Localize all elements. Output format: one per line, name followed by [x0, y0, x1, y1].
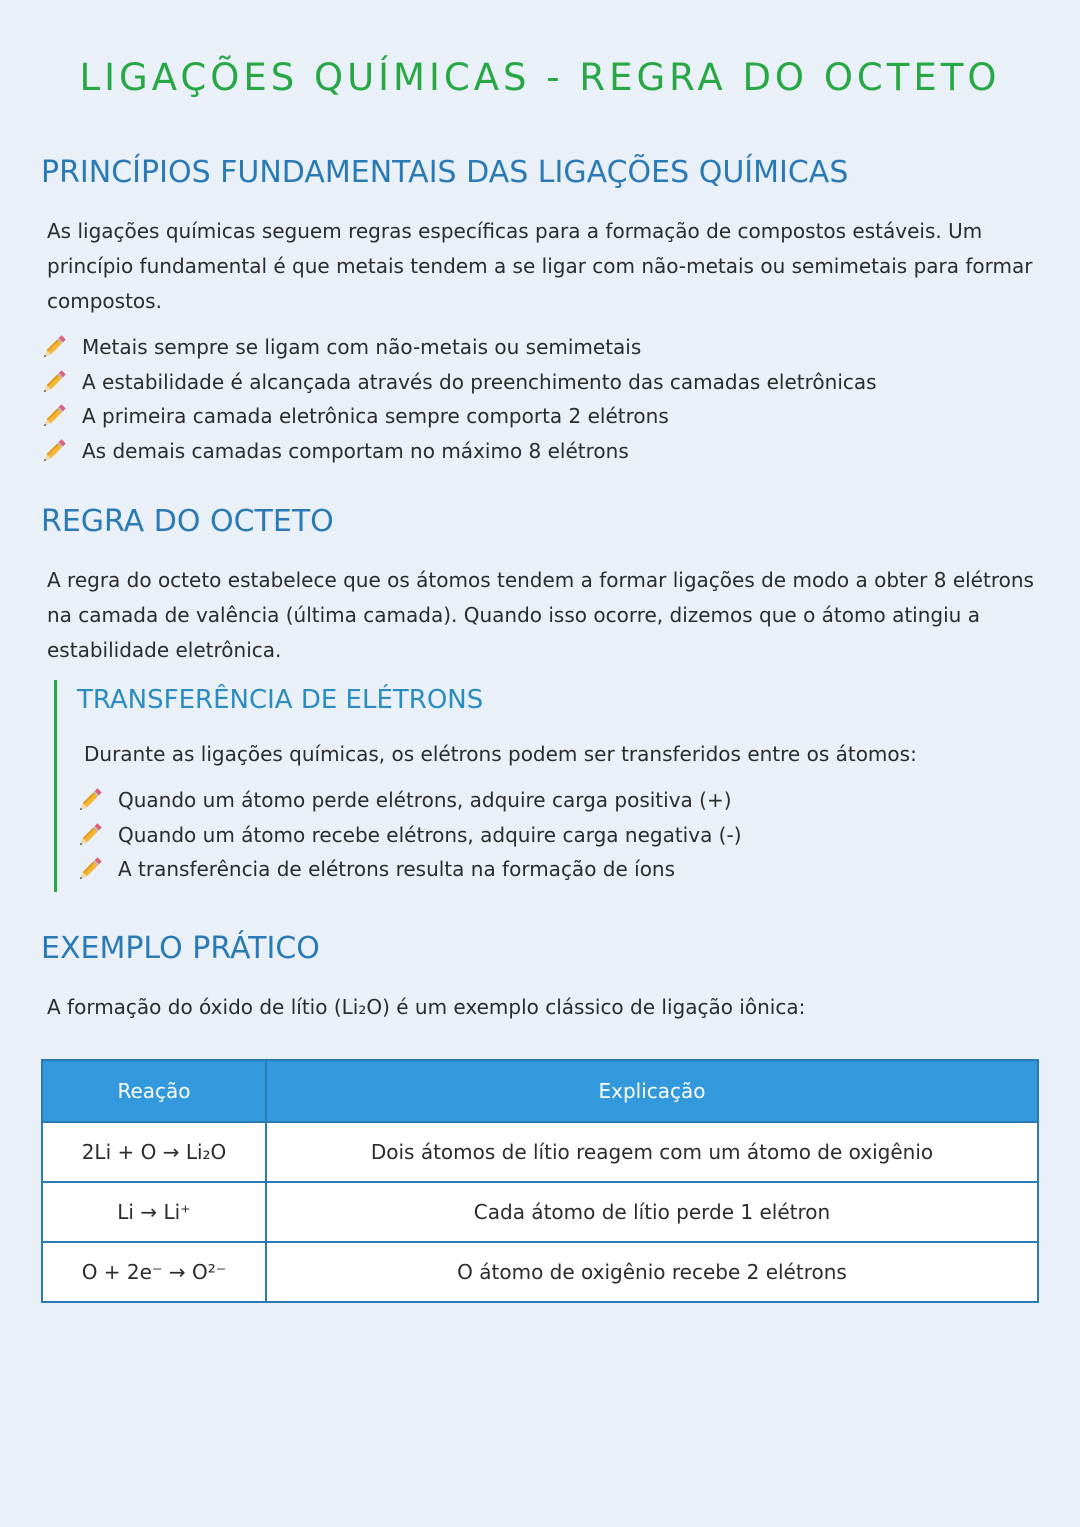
subsection-accent-bar: [54, 680, 57, 892]
list-item: Quando um átomo perde elétrons, adquire carga positiva (+): [76, 783, 742, 818]
pencil-icon: [40, 439, 66, 465]
table-header-row: [42, 1060, 1038, 1122]
table-cell-reaction: 2Li + O → Li₂O: [42, 1122, 266, 1182]
table-header-reacao: Reação: [42, 1060, 266, 1122]
section-heading-regra: REGRA DO OCTETO: [41, 504, 334, 539]
table-row: [42, 1242, 1038, 1302]
table-cell-explanation: Cada átomo de lítio perde 1 elétron: [266, 1182, 1038, 1242]
pencil-icon: [40, 404, 66, 430]
pencil-icon: [76, 788, 102, 814]
list-item: A estabilidade é alcançada através do preenchimento das camadas eletrônicas: [40, 365, 877, 400]
table-cell-explanation: Dois átomos de lítio reagem com um átomo de oxigênio: [266, 1122, 1038, 1182]
list-item: A primeira camada eletrônica sempre comporta 2 elétrons: [40, 399, 877, 434]
section-heading-principios: PRINCÍPIOS FUNDAMENTAIS DAS LIGAÇÕES QUÍMICAS: [41, 155, 849, 190]
pencil-icon: [76, 857, 102, 883]
list-item: As demais camadas comportam no máximo 8 elétrons: [40, 434, 877, 469]
table-cell-reaction: O + 2e⁻ → O²⁻: [42, 1242, 266, 1302]
page-title: LIGAÇÕES QUÍMICAS - REGRA DO OCTETO: [79, 56, 1001, 99]
table-cell-reaction: Li → Li⁺: [42, 1182, 266, 1242]
subsection-heading-transferencia: TRANSFERÊNCIA DE ELÉTRONS: [77, 685, 484, 715]
pencil-icon: [76, 823, 102, 849]
pencil-icon: [40, 335, 66, 361]
pencil-icon: [40, 370, 66, 396]
table-row: [42, 1182, 1038, 1242]
reaction-table: [41, 1059, 1039, 1303]
list-item: Quando um átomo recebe elétrons, adquire carga negativa (-): [76, 818, 742, 853]
section-paragraph-exemplo: A formação do óxido de lítio (Li₂O) é um exemplo clássico de ligação iônica:: [47, 995, 806, 1019]
subsection-paragraph-transferencia: Durante as ligações químicas, os elétrons podem ser transferidos entre os átomos:: [84, 742, 917, 766]
section-paragraph-regra: A regra do octeto estabelece que os átomos tendem a formar ligações de modo a obter 8 elétrons na camada de valência (última camada). Quando isso ocorre, dizemos que o átomo atingiu a estabilidade eletrônica.: [47, 568, 1034, 662]
bullet-list-transferencia: [76, 783, 742, 887]
table-header-explicacao: Explicação: [266, 1060, 1038, 1122]
table-row: [42, 1122, 1038, 1182]
list-item: A transferência de elétrons resulta na formação de íons: [76, 852, 742, 887]
section-paragraph-principios: As ligações químicas seguem regras específicas para a formação de compostos estáveis. Um princípio fundamental é que metais tendem a se ligar com não-metais ou semimetais para formar compostos.: [47, 219, 1033, 313]
table-cell-explanation: O átomo de oxigênio recebe 2 elétrons: [266, 1242, 1038, 1302]
list-item: Metais sempre se ligam com não-metais ou semimetais: [40, 330, 877, 365]
section-heading-exemplo: EXEMPLO PRÁTICO: [41, 931, 320, 966]
bullet-list-principios: [40, 330, 877, 468]
